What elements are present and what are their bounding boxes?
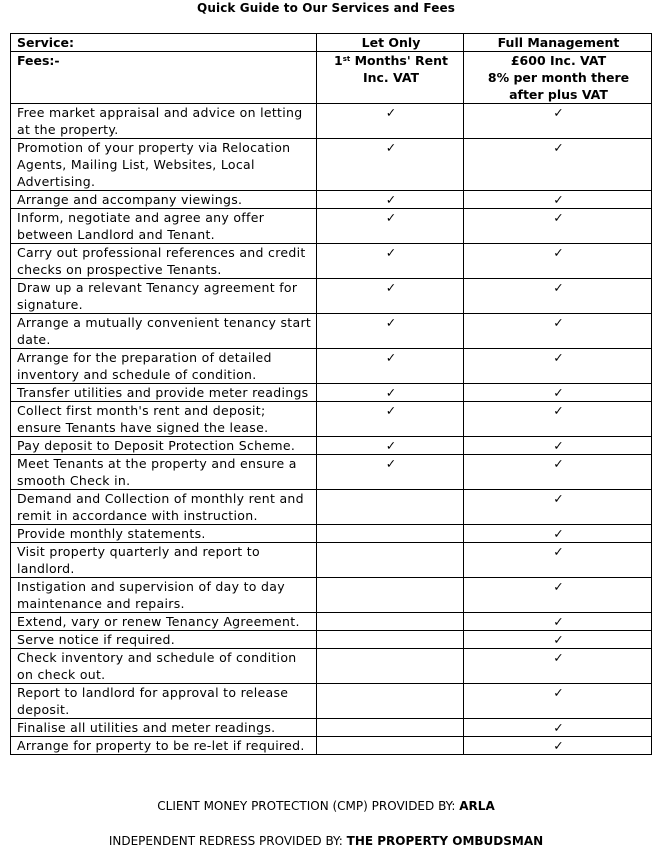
let-only-cell bbox=[317, 543, 464, 578]
cmp-footer bbox=[0, 799, 652, 813]
table-header-row bbox=[11, 34, 652, 52]
table-row bbox=[11, 737, 652, 755]
let-only-cell bbox=[317, 139, 464, 191]
table-row bbox=[11, 649, 652, 684]
service-description: Provide monthly statements. bbox=[11, 525, 317, 543]
table-row bbox=[11, 139, 652, 191]
table-row bbox=[11, 719, 652, 737]
cmp-label: CLIENT MONEY PROTECTION (CMP) PROVIDED BY: bbox=[157, 799, 456, 813]
redress-provider: THE PROPERTY OMBUDSMAN bbox=[346, 834, 544, 848]
full-management-cell bbox=[464, 139, 652, 191]
table-row bbox=[11, 578, 652, 613]
full-management-cell bbox=[464, 402, 652, 437]
check-icon: ✓ bbox=[553, 210, 564, 225]
check-icon: ✓ bbox=[385, 280, 397, 295]
let-only-cell bbox=[317, 209, 464, 244]
let-only-cell bbox=[317, 191, 464, 209]
table-row bbox=[11, 437, 652, 455]
let-only-fee-text: Months' Rent Inc. VAT bbox=[350, 53, 448, 85]
service-description: Instigation and supervision of day to day maintenance and repairs. bbox=[11, 578, 317, 613]
redress-label: INDEPENDENT REDRESS PROVIDED BY: bbox=[108, 834, 343, 848]
check-icon: ✓ bbox=[553, 738, 564, 753]
let-only-cell bbox=[317, 244, 464, 279]
table-row bbox=[11, 543, 652, 578]
service-description: Serve notice if required. bbox=[11, 631, 317, 649]
table-row bbox=[11, 684, 652, 719]
table-row bbox=[11, 104, 652, 139]
let-only-cell bbox=[317, 384, 464, 402]
table-row bbox=[11, 384, 652, 402]
let-only-cell bbox=[317, 349, 464, 384]
full-management-cell bbox=[464, 578, 652, 613]
full-management-cell bbox=[464, 314, 652, 349]
service-description: Meet Tenants at the property and ensure a smooth Check in. bbox=[11, 455, 317, 490]
service-description: Collect first month's rent and deposit; ensure Tenants have signed the lease. bbox=[11, 402, 317, 437]
page-title: Quick Guide to Our Services and Fees bbox=[197, 1, 455, 15]
table-row bbox=[11, 349, 652, 384]
let-only-cell bbox=[317, 455, 464, 490]
full-fee-line1: £600 Inc. VAT bbox=[510, 53, 607, 68]
check-icon: ✓ bbox=[385, 192, 397, 207]
table-row bbox=[11, 402, 652, 437]
table-row bbox=[11, 209, 652, 244]
check-icon: ✓ bbox=[385, 140, 397, 155]
check-icon: ✓ bbox=[385, 403, 397, 418]
full-management-cell bbox=[464, 649, 652, 684]
check-icon: ✓ bbox=[553, 650, 564, 665]
let-only-cell bbox=[317, 402, 464, 437]
fees-label: Fees:- bbox=[11, 52, 317, 104]
cmp-provider: ARLA bbox=[459, 799, 495, 813]
let-only-cell bbox=[317, 613, 464, 631]
full-management-cell bbox=[464, 455, 652, 490]
service-description: Transfer utilities and provide meter readings bbox=[11, 384, 317, 402]
service-description: Carry out professional references and credit checks on prospective Tenants. bbox=[11, 244, 317, 279]
full-management-cell bbox=[464, 543, 652, 578]
full-management-fee bbox=[464, 52, 652, 104]
check-icon: ✓ bbox=[553, 315, 564, 330]
service-description: Visit property quarterly and report to landlord. bbox=[11, 543, 317, 578]
full-management-cell bbox=[464, 737, 652, 755]
check-icon: ✓ bbox=[553, 192, 564, 207]
services-fees-table bbox=[10, 33, 652, 755]
let-only-cell bbox=[317, 684, 464, 719]
check-icon: ✓ bbox=[385, 350, 397, 365]
full-management-cell bbox=[464, 684, 652, 719]
let-only-cell bbox=[317, 525, 464, 543]
check-icon: ✓ bbox=[553, 456, 564, 471]
service-description: Arrange a mutually convenient tenancy start date. bbox=[11, 314, 317, 349]
full-management-cell bbox=[464, 437, 652, 455]
service-description: Arrange and accompany viewings. bbox=[11, 191, 317, 209]
full-management-cell bbox=[464, 525, 652, 543]
table-row bbox=[11, 631, 652, 649]
let-only-cell bbox=[317, 578, 464, 613]
check-icon: ✓ bbox=[385, 456, 397, 471]
let-only-cell bbox=[317, 279, 464, 314]
let-only-cell bbox=[317, 104, 464, 139]
full-management-cell bbox=[464, 349, 652, 384]
check-icon: ✓ bbox=[385, 245, 397, 260]
table-row bbox=[11, 279, 652, 314]
table-row bbox=[11, 244, 652, 279]
service-description: Finalise all utilities and meter readings. bbox=[11, 719, 317, 737]
check-icon: ✓ bbox=[553, 544, 564, 559]
service-header: Service: bbox=[11, 34, 317, 52]
check-icon: ✓ bbox=[553, 140, 564, 155]
let-only-cell bbox=[317, 737, 464, 755]
service-description: Extend, vary or renew Tenancy Agreement. bbox=[11, 613, 317, 631]
full-management-cell bbox=[464, 490, 652, 525]
check-icon: ✓ bbox=[385, 315, 397, 330]
check-icon: ✓ bbox=[553, 245, 564, 260]
service-description: Report to landlord for approval to release deposit. bbox=[11, 684, 317, 719]
table-row bbox=[11, 490, 652, 525]
full-management-cell bbox=[464, 104, 652, 139]
check-icon: ✓ bbox=[553, 491, 564, 506]
check-icon: ✓ bbox=[385, 210, 397, 225]
full-management-cell bbox=[464, 209, 652, 244]
service-description: Promotion of your property via Relocation Agents, Mailing List, Websites, Local Advertising. bbox=[11, 139, 317, 191]
service-description: Inform, negotiate and agree any offer between Landlord and Tenant. bbox=[11, 209, 317, 244]
full-fee-line2: 8% per month there after plus VAT bbox=[487, 70, 630, 102]
let-only-cell bbox=[317, 437, 464, 455]
service-description: Demand and Collection of monthly rent and remit in accordance with instruction. bbox=[11, 490, 317, 525]
check-icon: ✓ bbox=[385, 438, 397, 453]
check-icon: ✓ bbox=[553, 385, 564, 400]
let-only-fee-number: 1 bbox=[334, 53, 343, 68]
table-row bbox=[11, 191, 652, 209]
let-only-cell bbox=[317, 649, 464, 684]
check-icon: ✓ bbox=[385, 385, 397, 400]
full-management-header: Full Management bbox=[464, 34, 652, 52]
full-management-cell bbox=[464, 631, 652, 649]
service-description: Draw up a relevant Tenancy agreement for signature. bbox=[11, 279, 317, 314]
full-management-cell bbox=[464, 191, 652, 209]
full-management-cell bbox=[464, 719, 652, 737]
table-row bbox=[11, 525, 652, 543]
check-icon: ✓ bbox=[553, 685, 564, 700]
service-description: Pay deposit to Deposit Protection Scheme. bbox=[11, 437, 317, 455]
check-icon: ✓ bbox=[553, 403, 564, 418]
table-row bbox=[11, 613, 652, 631]
fees-row bbox=[11, 52, 652, 104]
let-only-cell bbox=[317, 631, 464, 649]
let-only-header: Let Only bbox=[317, 34, 464, 52]
check-icon: ✓ bbox=[553, 614, 564, 629]
let-only-cell bbox=[317, 490, 464, 525]
check-icon: ✓ bbox=[553, 105, 564, 120]
table-row bbox=[11, 314, 652, 349]
check-icon: ✓ bbox=[553, 438, 564, 453]
full-management-cell bbox=[464, 279, 652, 314]
check-icon: ✓ bbox=[385, 105, 397, 120]
table-row bbox=[11, 455, 652, 490]
check-icon: ✓ bbox=[553, 526, 564, 541]
let-only-fee-suffix: st bbox=[342, 55, 351, 63]
service-description: Free market appraisal and advice on letting at the property. bbox=[11, 104, 317, 139]
full-management-cell bbox=[464, 384, 652, 402]
service-description: Arrange for the preparation of detailed inventory and schedule of condition. bbox=[11, 349, 317, 384]
check-icon: ✓ bbox=[553, 350, 564, 365]
redress-footer bbox=[0, 834, 652, 848]
full-management-cell bbox=[464, 244, 652, 279]
check-icon: ✓ bbox=[553, 632, 564, 647]
let-only-fee bbox=[317, 52, 464, 104]
check-icon: ✓ bbox=[553, 280, 564, 295]
service-description: Arrange for property to be re-let if required. bbox=[11, 737, 317, 755]
check-icon: ✓ bbox=[553, 720, 564, 735]
let-only-cell bbox=[317, 314, 464, 349]
check-icon: ✓ bbox=[553, 579, 564, 594]
full-management-cell bbox=[464, 613, 652, 631]
let-only-cell bbox=[317, 719, 464, 737]
service-description: Check inventory and schedule of condition on check out. bbox=[11, 649, 317, 684]
